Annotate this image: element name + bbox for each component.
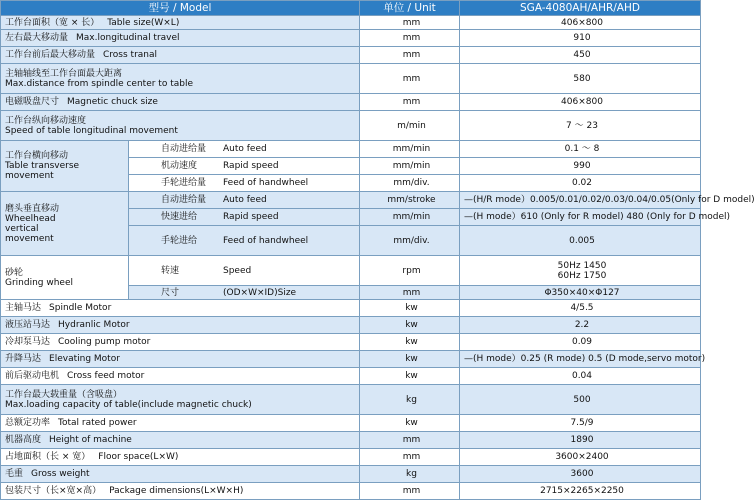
row-unit: kw <box>360 317 460 334</box>
row-unit: mm <box>360 30 460 47</box>
table-row <box>1 64 701 94</box>
row-label: 冷却泵马达 Cooling pump motor <box>1 334 360 351</box>
group-label-grinding-wheel: 砂轮 Grinding wheel <box>1 256 129 300</box>
row-label: 占地面积（长 × 宽） Floor space(L×W) <box>1 449 360 466</box>
row-unit: mm <box>360 483 460 500</box>
row-unit: mm/min <box>360 141 460 158</box>
row-value: —(H mode）0.25 (R mode) 0.5 (D mode,servo motor) <box>460 351 701 368</box>
row-value: 0.02 <box>460 175 701 192</box>
row-value: 1890 <box>460 432 701 449</box>
sub-label: 手轮进给量 Feed of handwheel <box>129 175 360 192</box>
sub-label: 快速进给 Rapid speed <box>129 209 360 226</box>
row-label: 前后驱动电机 Cross feed motor <box>1 368 360 385</box>
table-row <box>1 94 701 111</box>
group-label-wheelhead: 磨头垂直移动 Wheelhead vertical movement <box>1 192 129 256</box>
row-value: —(H mode）610 (Only for R model) 480 (Only for D model) <box>460 209 701 226</box>
row-label: 总额定功率 Total rated power <box>1 415 360 432</box>
sub-label: 机动速度 Rapid speed <box>129 158 360 175</box>
row-unit: mm <box>360 47 460 64</box>
row-value: 450 <box>460 47 701 64</box>
row-label: 工作台面积（宽 × 长） Table size(W×L) <box>1 16 360 30</box>
row-label: 升降马达 Elevating Motor <box>1 351 360 368</box>
table-row <box>1 334 701 351</box>
header-value: SGA-4080AH/AHR/AHD <box>460 1 701 16</box>
row-value: 2.2 <box>460 317 701 334</box>
table-row <box>1 300 701 317</box>
table-row <box>1 449 701 466</box>
table-row <box>1 47 701 64</box>
table-row <box>1 415 701 432</box>
row-value: Φ350×40×Φ127 <box>460 286 701 300</box>
row-value: 3600 <box>460 466 701 483</box>
row-label: 液压站马达 Hydranlic Motor <box>1 317 360 334</box>
row-unit: mm/div. <box>360 226 460 256</box>
table-row <box>1 141 701 158</box>
row-value: 910 <box>460 30 701 47</box>
row-unit: kw <box>360 415 460 432</box>
row-unit: mm <box>360 94 460 111</box>
row-unit: kg <box>360 385 460 415</box>
table-row <box>1 351 701 368</box>
row-value: 4/5.5 <box>460 300 701 317</box>
row-unit: mm <box>360 449 460 466</box>
row-label: 机器高度 Height of machine <box>1 432 360 449</box>
table-row <box>1 483 701 500</box>
sub-label: 自动进给量 Auto feed <box>129 192 360 209</box>
row-value: 0.04 <box>460 368 701 385</box>
row-value: 406×800 <box>460 94 701 111</box>
row-label: 左右最大移动量 Max.longitudinal travel <box>1 30 360 47</box>
table-row <box>1 30 701 47</box>
row-value: 3600×2400 <box>460 449 701 466</box>
row-unit: kw <box>360 300 460 317</box>
row-unit: kw <box>360 334 460 351</box>
row-value: 0.09 <box>460 334 701 351</box>
sub-label: 尺寸 (OD×W×ID)Size <box>129 286 360 300</box>
header-unit: 单位 / Unit <box>360 1 460 16</box>
row-value: 406×800 <box>460 16 701 30</box>
row-value: 50Hz 1450 60Hz 1750 <box>460 256 701 286</box>
row-label: 主轴马达 Spindle Motor <box>1 300 360 317</box>
row-unit: mm/min <box>360 158 460 175</box>
row-unit: mm/div. <box>360 175 460 192</box>
row-unit: mm <box>360 16 460 30</box>
row-unit: mm <box>360 432 460 449</box>
sub-label: 自动进给量 Auto feed <box>129 141 360 158</box>
sub-label: 转速 Speed <box>129 256 360 286</box>
row-value: 7 ～ 23 <box>460 111 701 141</box>
row-label: 电磁吸盘尺寸 Magnetic chuck size <box>1 94 360 111</box>
header-row <box>1 1 701 16</box>
table-row <box>1 385 701 415</box>
table-row <box>1 111 701 141</box>
row-unit: mm <box>360 64 460 94</box>
sub-label: 手轮进给 Feed of handwheel <box>129 226 360 256</box>
header-model: 型号 / Model <box>1 1 360 16</box>
group-label-table-transverse: 工作台横向移动 Table transverse movement <box>1 141 129 192</box>
row-label: 工作台纵向移动速度 Speed of table longitudinal movement <box>1 111 360 141</box>
row-unit: rpm <box>360 256 460 286</box>
row-unit: mm/min <box>360 209 460 226</box>
row-unit: m/min <box>360 111 460 141</box>
table-row <box>1 368 701 385</box>
row-value: 990 <box>460 158 701 175</box>
row-label: 毛重 Gross weight <box>1 466 360 483</box>
table-row <box>1 192 701 209</box>
table-row <box>1 317 701 334</box>
row-label: 主轴轴线至工作台面最大距离 Max.distance from spindle center to table <box>1 64 360 94</box>
row-unit: mm/stroke <box>360 192 460 209</box>
row-value: —(H/R mode）0.005/0.01/0.02/0.03/0.04/0.05(Only for D model) <box>460 192 701 209</box>
row-value: 2715×2265×2250 <box>460 483 701 500</box>
row-label: 工作台最大载重量（含吸盘） Max.loading capacity of table(include magnetic chuck) <box>1 385 360 415</box>
table-row <box>1 432 701 449</box>
row-value: 0.005 <box>460 226 701 256</box>
table-row <box>1 256 701 286</box>
row-value: 7.5/9 <box>460 415 701 432</box>
row-value: 0.1 ～ 8 <box>460 141 701 158</box>
row-value: 580 <box>460 64 701 94</box>
table-row <box>1 16 701 30</box>
table-row <box>1 466 701 483</box>
row-unit: mm <box>360 286 460 300</box>
row-unit: kg <box>360 466 460 483</box>
row-label: 包装尺寸（长×宽×高） Package dimensions(L×W×H) <box>1 483 360 500</box>
row-unit: kw <box>360 351 460 368</box>
row-label: 工作台前后最大移动量 Cross tranal <box>1 47 360 64</box>
row-value: 500 <box>460 385 701 415</box>
row-unit: kw <box>360 368 460 385</box>
